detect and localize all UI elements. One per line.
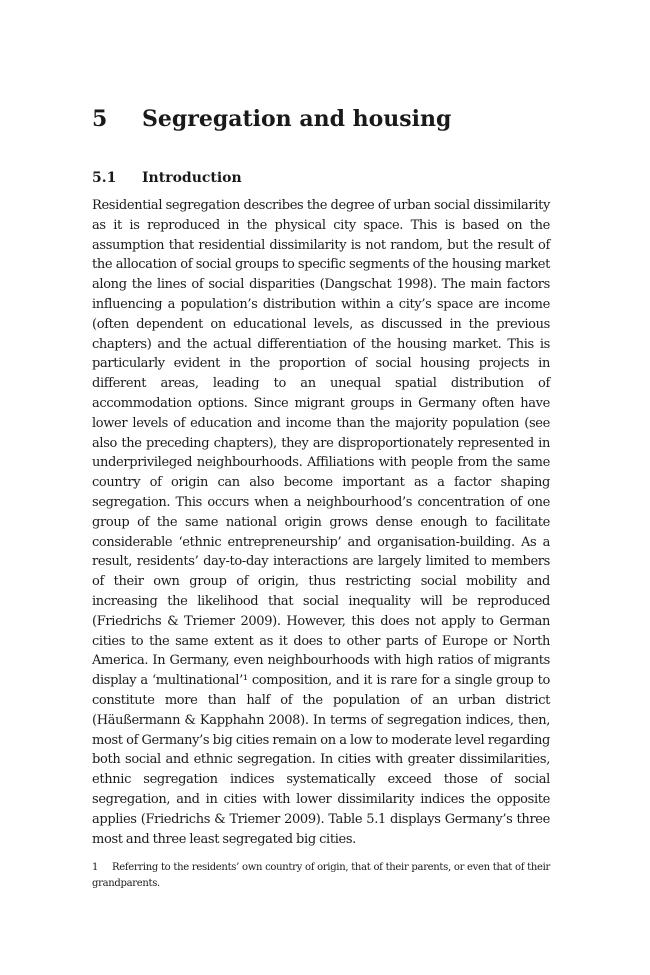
footnote	[92, 860, 550, 892]
section-number: 5.1	[92, 169, 117, 186]
chapter-heading	[92, 103, 550, 135]
chapter-number: 5	[92, 105, 108, 132]
section-heading	[92, 168, 550, 188]
body-paragraph: Residential segregation describes the degree of urban social dissimilarity as it is reproduced in the physical city space. This is based on the assumption that residential dissimilarity is not random, but the result of the allocation of social groups to specific segments of the housing market along the lines of social disparities (Dangschat 1998). The main factors influencing a population’s distribution within a city’s space are income (often dependent on educational levels, as discussed in the previous chapters) and the actual differentiation of the housing market. This is particularly evident in the proportion of social housing projects in different areas, leading to an unequal spatial distribution of accommodation options. Since migrant groups in Germany often have lower levels of education and income than the majority population (see also the preceding chapters), they are disproportionately represented in underprivileged neighbourhoods. Affiliations with people from the same country of origin can also become important as a factor shaping segregation. This occurs when a neighbourhood’s concentration of one group of the same national origin grows dense enough to facilitate considerable ‘ethnic entrepreneurship’ and organisation-building. As a result, residents’ day-to-day interactions are largely limited to members of their own group of origin, thus restricting social mobility and increasing the likelihood that social inequality will be reproduced (Friedrichs & Triemer 2009). However, this does not apply to German cities to the same extent as it does to other parts of Europe or North America. In Germany, even neighbourhoods with high ratios of migrants display a ‘multinational’¹ composition, and it is rare for a single group to constitute more than half of the population of an urban district (Häußermann & Kapphahn 2008). In terms of segregation indices, then, most of Germany’s big cities remain on a low to moderate level regarding both social and ethnic segregation. In cities with greater dissimilarities, ethnic segregation indices systematically exceed those of social segregation, and in cities with lower dissimilarity indices the opposite applies (Friedrichs & Triemer 2009). Table 5.1 displays Germany’s three most and three least segregated big cities.	[92, 198, 550, 847]
chapter-title: Segregation and housing	[142, 105, 452, 132]
footnote-text: Referring to the residents’ own country of origin, that of their parents, or even that of their grandparents.	[92, 862, 550, 889]
footnote-number: 1	[92, 862, 99, 873]
section-title: Introduction	[142, 169, 242, 186]
